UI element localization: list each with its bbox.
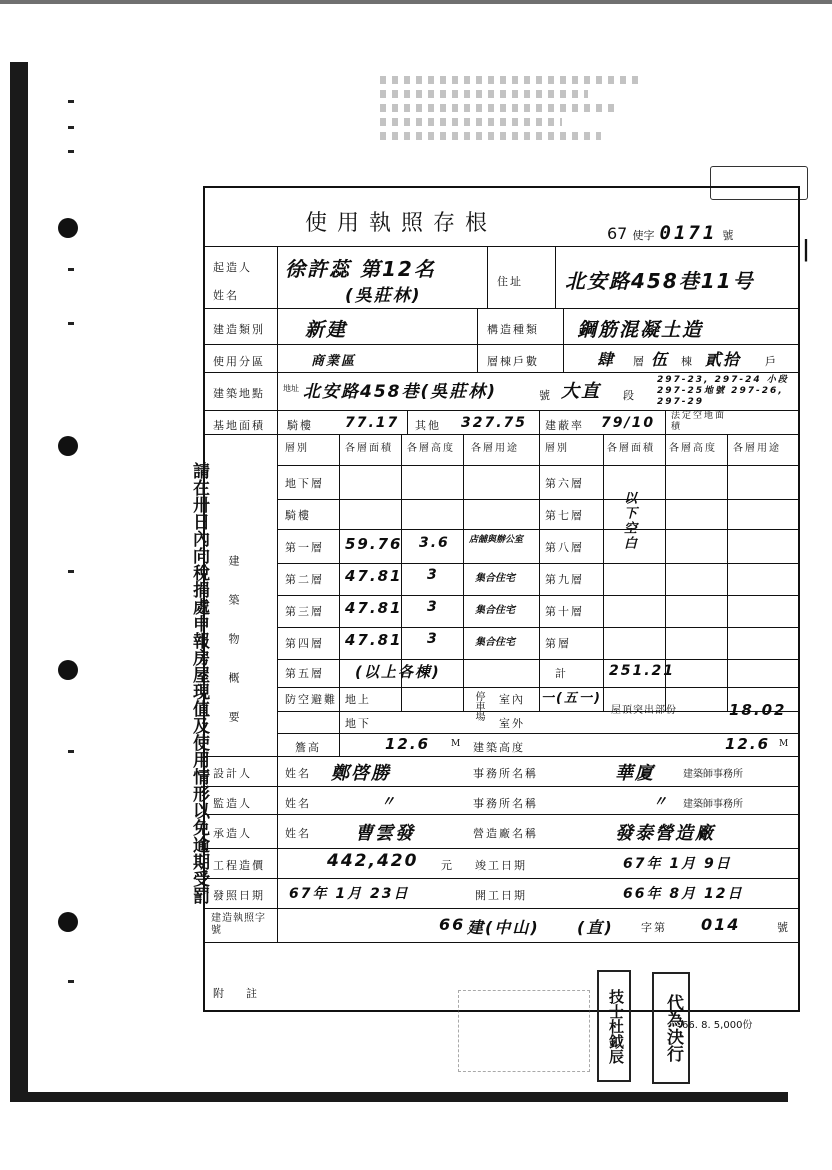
hdr-area-right: 各層面積: [607, 443, 655, 454]
permit-area: (直): [577, 918, 614, 937]
parking-outdoor-label: 室外: [499, 717, 525, 730]
addr-prefix: 地址: [283, 384, 299, 393]
floor-name: 第三層: [285, 605, 324, 618]
floor-name: 地下層: [285, 477, 324, 490]
floor-area-note: (以上各棟): [355, 663, 441, 681]
bldgs-value: 伍: [651, 350, 670, 369]
tax-notice: 請在卅日內向稅捐處申報房屋現值及使用情形以免逾期受罰: [189, 462, 209, 904]
remarks-label: 附註: [213, 987, 279, 1000]
floor-use: 店舖與辦公室: [469, 535, 524, 545]
designer-label: 設計人: [213, 767, 252, 780]
designer-name: 鄭啓勝: [331, 763, 391, 784]
households-unit: 戶: [765, 355, 778, 368]
floor-name-right: 第十層: [545, 605, 584, 618]
coverage-label: 建蔽率: [545, 419, 584, 432]
building-summary-label: 建築物概要: [227, 555, 240, 750]
faint-stamp-outline: [458, 990, 590, 1072]
applicant-row: [205, 246, 798, 309]
floor-area: 47.81: [345, 599, 403, 617]
margin-mark: [68, 750, 74, 753]
margin-mark: [68, 322, 74, 325]
floor-area: 59.76: [345, 535, 403, 553]
permit-row: [205, 908, 798, 943]
building-height-label: 建築高度: [473, 741, 525, 754]
contractor-name: 曹雲發: [355, 823, 415, 844]
floor-name: 第五層: [285, 667, 324, 680]
cost-value: 442,420: [327, 851, 419, 871]
site-label: 建築地點: [213, 387, 265, 400]
hdr-height: 各層高度: [407, 443, 455, 454]
eave-height-value: 12.6: [385, 735, 431, 753]
roof-protrusion-label: 屋頂突出部份: [611, 705, 677, 716]
section-label: 段: [623, 389, 636, 402]
zone-value: 商業區: [311, 354, 357, 369]
applicant-address: 北安路458巷11号: [565, 269, 755, 293]
cost-label: 工程造價: [213, 859, 265, 872]
area-row: [205, 410, 798, 435]
site-address: 北安路458巷(吳莊林): [303, 382, 498, 402]
floor-name-right: 第六層: [545, 477, 584, 490]
floors-unit: 層: [633, 355, 646, 368]
name-label: 姓名: [285, 827, 311, 840]
units-label: 層棟戶數: [487, 355, 539, 368]
shelter-above: 地上: [345, 693, 371, 706]
parking-label: 停車場: [473, 691, 484, 721]
floor-name-right: 第八層: [545, 541, 584, 554]
serial-number: [607, 222, 733, 244]
office-label: 事務所名稱: [473, 797, 538, 810]
permit-number: 014: [701, 915, 741, 934]
completion-label: 竣工日期: [475, 859, 527, 872]
category-value: 新建: [305, 319, 348, 341]
legal-space-label: 法定空地面積: [671, 411, 727, 432]
floor-height: 3: [427, 599, 439, 615]
eave-height-label: 簷高: [295, 741, 321, 754]
area-label: 基地面積: [213, 419, 265, 432]
supervisor-row: [205, 786, 798, 815]
other-area: 327.75: [461, 415, 528, 431]
permit-year: 66: [439, 915, 466, 934]
floor-height: 3: [427, 631, 439, 647]
floor-name: 第二層: [285, 573, 324, 586]
name-label: 姓名: [213, 289, 239, 302]
office-suffix: 建築師事務所: [683, 769, 743, 780]
serial-suffix: 號: [722, 229, 734, 242]
building-height-value: 12.6: [725, 735, 771, 753]
address-label: 住址: [497, 275, 523, 288]
site-row: [205, 372, 798, 411]
floor-name: 騎樓: [285, 509, 311, 522]
punch-hole: [58, 660, 78, 680]
issue-row: [205, 878, 798, 909]
supervisor-name: 〃: [381, 794, 397, 810]
floor-name: 第一層: [285, 541, 324, 554]
margin-mark: [68, 570, 74, 573]
serial-value: 0171: [659, 222, 718, 244]
margin-char: |: [802, 236, 811, 262]
floors-value: 肆: [597, 350, 616, 369]
arcade-area: 77.17: [345, 415, 400, 431]
hdr-area: 各層面積: [345, 443, 393, 454]
floor-use: 集合住宅: [475, 605, 515, 616]
parking-indoor-label: 室內: [499, 693, 525, 706]
office-suffix: 建築師事務所: [683, 799, 743, 810]
floor-height: 3: [427, 567, 439, 583]
serial-year: 67: [607, 224, 628, 243]
total-label: 計: [555, 667, 568, 680]
margin-mark: [68, 980, 74, 983]
office-label: 營造廠名稱: [473, 827, 538, 840]
contractor-row: [205, 814, 798, 849]
parking-indoor-value: 一(五一): [541, 691, 602, 706]
floor-area: 47.81: [345, 567, 403, 585]
site-section: 大直: [561, 381, 601, 402]
contractor-label: 承造人: [213, 827, 252, 840]
roof-protrusion-value: 18.02: [729, 701, 787, 719]
punch-hole: [58, 218, 78, 238]
permit-stub-form: [203, 186, 800, 1012]
proxy-approval-stamp: 代為決行: [652, 972, 690, 1084]
floor-table: [205, 434, 798, 757]
punch-hole: [58, 436, 78, 456]
floor-height: 3.6: [419, 535, 450, 551]
applicant-name-2: (吳莊林): [345, 286, 422, 306]
scan-bottom-edge: [28, 1092, 788, 1102]
margin-mark: [68, 100, 74, 103]
permit-district: 建(中山): [467, 918, 540, 937]
technician-stamp: 技士杜鉞辰: [597, 970, 631, 1082]
blank-below-note: 以下空白: [621, 491, 636, 551]
zone-row: [205, 344, 798, 373]
floor-use: 集合住宅: [475, 637, 515, 648]
hdr-height-right: 各層高度: [669, 443, 717, 454]
bldgs-unit: 棟: [681, 355, 694, 368]
other-label: 其他: [415, 419, 441, 432]
hdr-floor-right: 層別: [545, 443, 569, 454]
supervisor-office: 〃: [653, 794, 669, 810]
margin-mark: [68, 126, 74, 129]
coverage-value: 79/10: [601, 415, 656, 431]
structure-label: 構造種類: [487, 323, 539, 336]
category-row: [205, 308, 798, 345]
margin-mark: [68, 268, 74, 271]
hdr-floor: 層別: [285, 443, 309, 454]
floor-name-right: 第九層: [545, 573, 584, 586]
margin-mark: [68, 150, 74, 153]
unit-m: M: [779, 739, 791, 749]
floor-name-right: 第七層: [545, 509, 584, 522]
category-label: 建造類別: [213, 323, 265, 336]
hdr-use: 各層用途: [471, 443, 519, 454]
contractor-office: 發泰營造廠: [615, 823, 715, 844]
floor-name-right: 第層: [545, 637, 571, 650]
start-label: 開工日期: [475, 889, 527, 902]
print-run-note: 66. 8. 5,000份: [682, 1020, 753, 1031]
shelter-below: 地下: [345, 717, 371, 730]
supervisor-label: 監造人: [213, 797, 252, 810]
scan-binding-edge: [10, 62, 28, 1102]
permit-label: 建造執照字號: [211, 913, 266, 936]
name-label: 姓名: [285, 797, 311, 810]
office-label: 事務所名稱: [473, 767, 538, 780]
floor-area: 47.81: [345, 631, 403, 649]
serial-label: 使字: [632, 229, 655, 242]
start-date: 66年 8月 12日: [623, 886, 744, 902]
floor-use: 集合住宅: [475, 573, 515, 584]
bleed-through-text: [380, 70, 640, 160]
completion-date: 67年 1月 9日: [623, 856, 732, 872]
form-title: 使用執照存根: [305, 211, 498, 236]
arcade-label: 騎樓: [287, 419, 313, 432]
site-number-label: 號: [539, 389, 552, 402]
punch-hole: [58, 912, 78, 932]
issue-label: 發照日期: [213, 889, 265, 902]
lot-numbers: 297-23, 297-24 小段297-25地號 297-26, 297-29: [657, 375, 789, 407]
designer-row: [205, 756, 798, 787]
floor-name: 第四層: [285, 637, 324, 650]
applicant-label: 起造人: [213, 261, 252, 274]
cost-row: [205, 848, 798, 879]
applicant-name: 徐許蕊 第12名: [285, 257, 436, 281]
permit-char: 字第: [641, 921, 667, 934]
households-value: 貳拾: [705, 350, 742, 369]
cost-unit: 元: [441, 859, 454, 872]
shelter-label: 防空避難: [285, 693, 337, 706]
hdr-use-right: 各層用途: [733, 443, 781, 454]
unit-m: M: [451, 739, 463, 749]
designer-office: 華廈: [615, 763, 655, 784]
zone-label: 使用分區: [213, 355, 265, 368]
total-area: 251.21: [609, 663, 676, 679]
scan-edge: [0, 0, 832, 4]
structure-value: 鋼筋混凝土造: [577, 319, 704, 341]
name-label: 姓名: [285, 767, 311, 780]
permit-suffix: 號: [777, 921, 790, 934]
issue-date: 67年 1月 23日: [289, 886, 410, 902]
